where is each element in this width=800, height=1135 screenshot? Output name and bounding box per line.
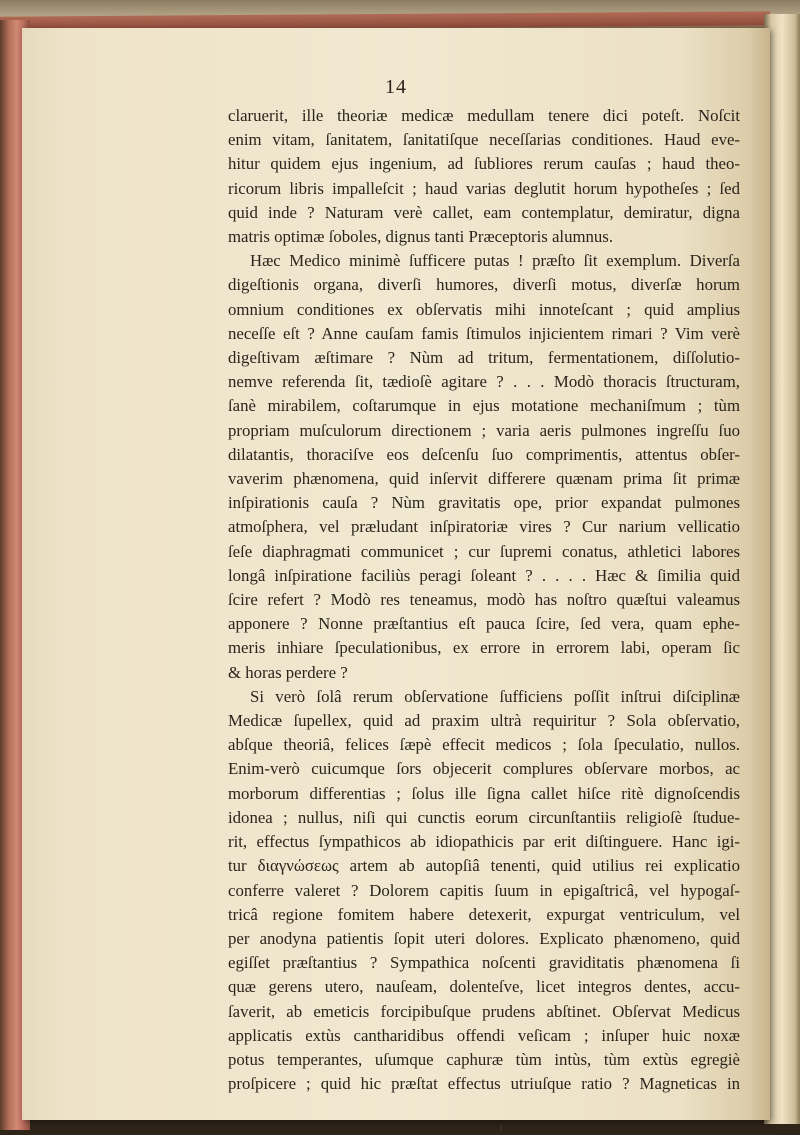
text-line: quid inde ? Naturam verè callet, eam contemplatur, demiratur, digna <box>228 202 740 222</box>
text-line: rit, effectus ſympathicos ab idiopathicis par erit diſtinguere. Hanc igi- <box>228 832 740 852</box>
text-line: proſpicere ; quid hic præſtat effectus utriuſque ratio ? Magneticas in <box>228 1074 740 1094</box>
text-line: applicatis extùs cantharidibus offendi veſicam ; inſuper huic noxæ <box>228 1025 740 1045</box>
text-line: enim vitam, ſanitatem, ſanitatiſque neceſſarias conditiones. Haud eve- <box>228 130 740 150</box>
book-page <box>22 28 770 1120</box>
text-line: idonea ; nullus, niſi qui cunctis eorum circunſtantiis religioſè ſtudue- <box>228 807 740 827</box>
text-line: nemve referenda ſit, tædioſè agitare ? . . . Modò thoracis ſtructuram, <box>228 372 740 392</box>
text-line: dilatantis, thoraciſve eos deſcenſu ſuo comprimentis, attentus obſer- <box>228 444 740 464</box>
text-line: hitur quidem ejus ingenium, ad ſubliores rerum cauſas ; haud theo- <box>228 154 740 174</box>
text-line: per anodyna patientis ſopit uteri dolores. Explicato phænomeno, quid <box>228 928 740 948</box>
text-line: tricâ regione fomitem habere detexerit, expurgat ventriculum, vel <box>228 904 740 924</box>
text-line: potus temperantes, uſumque caphuræ tùm intùs, tùm extùs egregiè <box>228 1049 740 1069</box>
text-line: apponere ? Nonne præſtantius eſt pauca ſcire, ſed vera, quam ephe- <box>228 614 740 634</box>
text-line: neceſſe eſt ? Anne cauſam famis ſtimulos injicientem rimari ? Vim verè <box>228 323 740 343</box>
text-line: longâ inſpiratione faciliùs peragi ſoleant ? . . . . Hæc & ſimilia quid <box>228 565 740 585</box>
body-text <box>228 104 740 1096</box>
text-line: claruerit, ille theoriæ medicæ medullam tenere dici poteſt. Noſcit <box>228 106 740 125</box>
text-line: atmoſphera, vel præludant inſpiratoriæ vires ? Cur narium vellicatio <box>228 517 740 537</box>
text-line: Enim-verò cuicumque ſors objecerit complures obſervare morbos, ac <box>228 759 740 779</box>
text-line: ſanè mirabilem, coſtarumque in ejus motatione mechaniſmum ; tùm <box>228 396 740 416</box>
text-line: matris optimæ ſoboles, dignus tanti Præceptoris alumnus. <box>228 227 614 247</box>
text-line: vaverim phænomena, quid inſervit differere quænam prima ſit primæ <box>228 469 740 489</box>
page-number: 14 <box>385 76 407 98</box>
text-line: Hæc Medico minimè ſufficere putas ! præſto ſit exemplum. Diverſa <box>250 251 740 271</box>
text-line: abſque theoriâ, felices ſæpè effecit medicos ; ſola ſpeculatio, nullos. <box>228 735 740 755</box>
page-mark <box>500 1125 502 1131</box>
text-line: meris inhiare ſpeculationibus, ex errore in errorem labi, operam ſic <box>228 638 740 658</box>
text-line: Medicæ ſupellex, quid ad praxim ultrà requiritur ? Sola obſervatio, <box>228 711 740 731</box>
text-line: propriam muſculorum directionem ; varia aeris pulmones ingreſſu ſuo <box>228 420 740 440</box>
text-line: quæ gerens utero, nauſeam, dolenteſve, licet integros dentes, accu- <box>228 977 740 997</box>
text-line: & horas perdere ? <box>228 662 348 682</box>
text-line: omnium conditiones ex obſervatis mihi innoteſcant ; quid amplius <box>228 299 740 319</box>
text-line: morborum differentias ; ſolus ille ſigna callet hiſce ritè dignoſcendis <box>228 783 740 803</box>
text-line: inſpirationis cauſa ? Nùm gravitatis ope, prior expandat pulmones <box>228 493 740 513</box>
text-line: tur διαγνώσεως artem ab autopſiâ tenenti, quid utilius rei explicatio <box>228 856 740 876</box>
text-line: ſcire refert ? Modò res teneamus, modò has noſtro quæſtui valeamus <box>228 590 740 610</box>
text-line: ſeſe diaphragmati communicet ; cur ſupremi conatus, athletici labores <box>228 541 740 561</box>
text-line: ricorum libris impalleſcit ; haud varias deglutit horum hypotheſes ; ſed <box>228 178 740 198</box>
text-line: conferre valeret ? Dolorem capitis ſuum in epigaſtricâ, vel hypogaſ- <box>228 880 740 900</box>
text-line: ſaverit, ab emeticis forcipibuſque prudens abſtinet. Obſervat Medicus <box>228 1001 740 1021</box>
text-line: Si verò ſolâ rerum obſervatione ſufficiens poſſit inſtrui diſciplinæ <box>250 686 740 706</box>
text-line: digeſtivam æſtimare ? Nùm ad tritum, fermentationem, diſſolutio- <box>228 348 740 368</box>
text-line: egiſſet præſtantius ? Sympathica noſcenti graviditatis phænomena ſi <box>228 953 740 973</box>
text-line: digeſtionis organa, diverſi humores, diverſi motus, diverſæ horum <box>228 275 740 295</box>
